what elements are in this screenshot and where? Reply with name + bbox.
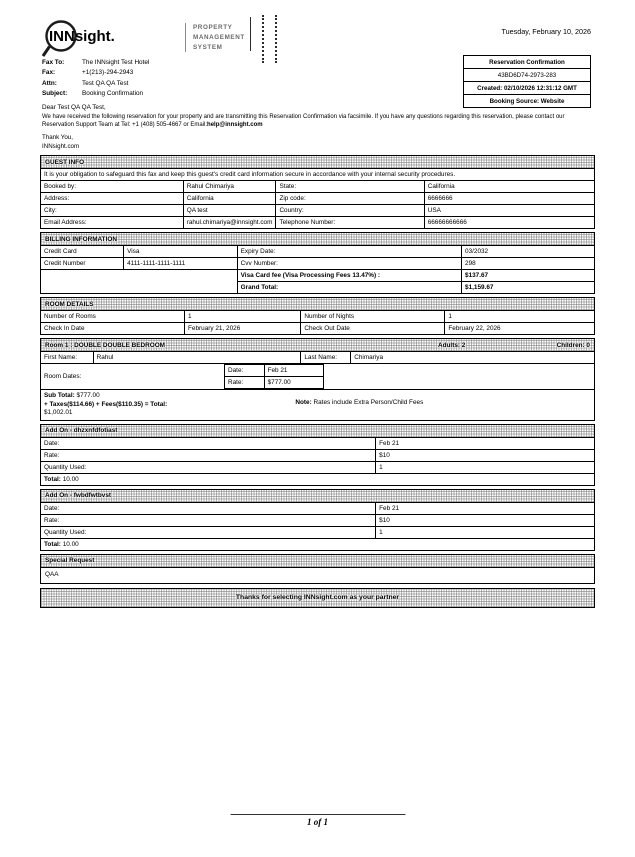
document-body — [40, 155, 595, 608]
table-row — [41, 205, 595, 217]
state-label: State: — [276, 181, 424, 193]
salutation: Dear Test QA QA Test, — [42, 104, 106, 111]
addon-date-label: Date: — [41, 502, 376, 514]
date-value: Feb 21 — [264, 365, 323, 377]
special-request-value: QAA — [40, 567, 595, 584]
fax-mark-line — [275, 15, 277, 63]
credit-number-value: 4111-1111-1111-1111 — [124, 258, 238, 270]
billing-table — [40, 245, 595, 294]
confirmation-created: Created: 02/10/2026 12:31:12 GMT — [464, 82, 590, 95]
country-label: Country: — [276, 205, 424, 217]
table-row — [41, 311, 595, 323]
fax-number-value: +1(213)-294-2943 — [82, 69, 134, 77]
table-row — [225, 365, 324, 377]
table-row — [41, 449, 595, 461]
room1-subtotal-row — [40, 389, 595, 421]
date-label: Date: — [225, 365, 265, 377]
attn-value: Test QA QA Test — [82, 79, 129, 87]
table-row — [41, 514, 595, 526]
credit-card-label: Credit Card — [41, 246, 124, 258]
subject-value: Booking Confirmation — [82, 89, 144, 97]
table-row — [41, 270, 595, 282]
addon-rate-value: $10 — [376, 514, 595, 526]
innsight-logo — [40, 19, 245, 59]
grand-total-value: $1,159.67 — [462, 282, 595, 294]
room1-title: Room 1 : DOUBLE DOUBLE BEDROOM — [45, 341, 166, 349]
subtotal-line — [44, 392, 292, 401]
addon-rate-value: $10 — [376, 449, 595, 461]
last-name-label: Last Name: — [301, 352, 351, 364]
document-date: Tuesday, February 10, 2026 — [501, 27, 591, 36]
fax-to-label: Fax To: — [42, 59, 65, 66]
addon-qty-value: 1 — [376, 461, 595, 473]
addon1-header: Add On - dhzxnfdfotiast — [40, 424, 595, 438]
phone-value: 66666666666 — [424, 217, 594, 229]
attn-label: Attn: — [42, 79, 57, 87]
addon-date-label: Date: — [41, 437, 376, 449]
letter-body-text: We have received the following reservation for your property and are transmitting this Reservation Confirmation via facsimile. If you have any questions regarding this reservation, please contact our Reservation Support Team at Tel: +1 (408) 505-4667 or Email: — [42, 114, 565, 128]
country-value: USA — [424, 205, 594, 217]
addon2-table — [40, 502, 595, 551]
room1-children: Children: 0 — [556, 341, 590, 349]
subject-label: Subject: — [42, 89, 68, 97]
table-row — [41, 538, 595, 550]
logo-text: INNsight. — [49, 28, 115, 45]
guest-info-table — [40, 168, 595, 229]
subject-row — [42, 89, 149, 99]
fax-vertical-marks — [250, 15, 277, 63]
grand-total-label: Grand Total: — [237, 282, 461, 294]
letter-closing — [42, 134, 79, 152]
logo-tagline — [185, 23, 245, 52]
num-nights-label: Number of Nights — [301, 311, 445, 323]
table-row — [41, 169, 595, 181]
tagline-line: SYSTEM — [193, 43, 223, 51]
first-name-value: Rahul — [93, 352, 301, 364]
table-row — [41, 217, 595, 229]
state-value: California — [424, 181, 594, 193]
email-value: rahul.chimariya@innsight.com — [183, 217, 276, 229]
credit-number-label: Credit Number — [41, 258, 124, 270]
rate-value: $777.00 — [264, 377, 323, 389]
booking-source: Booking Source: Website — [489, 97, 565, 105]
table-row — [41, 258, 595, 270]
room-dates-label: Room Dates: — [44, 373, 82, 380]
expiry-value: 03/2032 — [462, 246, 595, 258]
billing-info-header: BILLING INFORMATION — [40, 232, 595, 246]
letter-body — [42, 114, 594, 130]
checkin-label: Check In Date — [41, 323, 185, 335]
first-name-label: First Name: — [41, 352, 94, 364]
expiry-label: Expiry Date: — [237, 246, 461, 258]
room1-header — [40, 338, 595, 352]
addon-total-label: Total: — [44, 540, 61, 548]
cvv-label: Cvv Number: — [237, 258, 461, 270]
note-text: Rates include Extra Person/Child Fees — [313, 399, 424, 406]
credit-card-value: Visa — [124, 246, 238, 258]
addon1-table — [40, 437, 595, 486]
num-rooms-label: Number of Rooms — [41, 311, 185, 323]
subtotal-label: Sub Total: — [44, 392, 75, 399]
addon-qty-value: 1 — [376, 526, 595, 538]
table-row — [41, 473, 595, 485]
note-label: Note: — [295, 399, 312, 406]
guest-info-header: GUEST INFO — [40, 155, 595, 169]
table-row — [41, 437, 595, 449]
table-row — [41, 502, 595, 514]
room-dates-table — [224, 364, 324, 389]
rate-label: Rate: — [225, 377, 265, 389]
confirmation-title: Reservation Confirmation — [464, 56, 590, 69]
addon-total-value: 10.00 — [62, 540, 79, 548]
num-nights-value: 1 — [445, 311, 595, 323]
special-request-header: Special Request — [40, 554, 595, 568]
magnifier-logo-icon — [40, 19, 178, 59]
fax-number-row — [42, 68, 149, 78]
checkout-value: February 22, 2026 — [445, 323, 595, 335]
room1-subtotal-block — [41, 390, 295, 420]
fax-mark-line — [250, 17, 251, 51]
phone-label: Telephone Number: — [276, 217, 424, 229]
addon-rate-label: Rate: — [41, 514, 376, 526]
fax-header-block — [42, 58, 149, 99]
thank-you-text: Thank You, — [42, 134, 73, 141]
addon-rate-label: Rate: — [41, 449, 376, 461]
table-row — [41, 461, 595, 473]
support-email-link[interactable]: help@innsight.com — [207, 121, 263, 128]
table-row — [41, 526, 595, 538]
last-name-value: Chimariya — [351, 352, 595, 364]
table-row — [41, 323, 595, 335]
email-label: Email Address: — [41, 217, 184, 229]
table-row — [41, 352, 595, 364]
address-label: Address: — [41, 193, 184, 205]
taxes-fees-line: + Taxes($114.66) + Fees($110.35) = Total: — [44, 400, 168, 408]
signature-text: INNsight.com — [42, 142, 80, 150]
room1-adults: Adults: 2 — [438, 341, 466, 349]
confirmation-number: 43BD6D74-2973-283 — [464, 69, 590, 82]
fax-number-label: Fax: — [42, 69, 56, 77]
fax-to-value: The INNsight Test Hotel — [82, 59, 150, 66]
attn-row — [42, 79, 149, 89]
card-fee-label: Visa Card fee (Visa Processing Fees 13.47%) : — [237, 270, 461, 282]
card-fee-value: $137.67 — [462, 270, 595, 282]
address-value: California — [183, 193, 276, 205]
booked-by-value: Rahul Chimariya — [183, 181, 276, 193]
subtotal-value: $777.00 — [76, 392, 100, 399]
fax-to-row — [42, 58, 149, 68]
room1-total-value: $1,002.01 — [44, 409, 73, 417]
room-details-table — [40, 310, 595, 335]
addon-date-value: Feb 21 — [376, 502, 595, 514]
addon-total-cell — [41, 473, 595, 485]
city-value: QA test — [183, 205, 276, 217]
checkout-label: Check Out Date — [301, 323, 445, 335]
tagline-line: MANAGEMENT — [193, 33, 245, 41]
tagline-line: PROPERTY — [193, 24, 233, 31]
room-details-header: ROOM DETAILS — [40, 297, 595, 311]
addon-total-label: Total: — [44, 475, 61, 483]
addon-total-value: 10.00 — [62, 475, 79, 483]
addon-qty-label: Quantity Used: — [41, 461, 376, 473]
zip-label: Zip code: — [276, 193, 424, 205]
reservation-confirmation-box — [463, 55, 591, 108]
billing-empty-cell — [41, 270, 238, 294]
fax-mark-line — [262, 15, 264, 63]
addon-total-cell — [41, 538, 595, 550]
num-rooms-value: 1 — [185, 311, 301, 323]
checkin-value: February 21, 2026 — [185, 323, 301, 335]
page-number: 1 of 1 — [230, 814, 405, 827]
room-dates-row — [40, 363, 595, 390]
addon-qty-label: Quantity Used: — [41, 526, 376, 538]
guest-security-note: It is your obligation to safeguard this fax and keep this guest's credit card information secure in accordance with your internal security procedures. — [41, 169, 595, 181]
room1-note — [295, 390, 594, 420]
cvv-value: 298 — [462, 258, 595, 270]
table-row — [41, 181, 595, 193]
thanks-banner: Thanks for selecting INNsight.com as your partner — [40, 588, 595, 608]
zip-value: 6666666 — [424, 193, 594, 205]
table-row — [225, 377, 324, 389]
booked-by-label: Booked by: — [41, 181, 184, 193]
table-row — [41, 193, 595, 205]
table-row — [41, 246, 595, 258]
addon2-header: Add On - fwbdfwtbvst — [40, 489, 595, 503]
addon-date-value: Feb 21 — [376, 437, 595, 449]
city-label: City: — [41, 205, 184, 217]
